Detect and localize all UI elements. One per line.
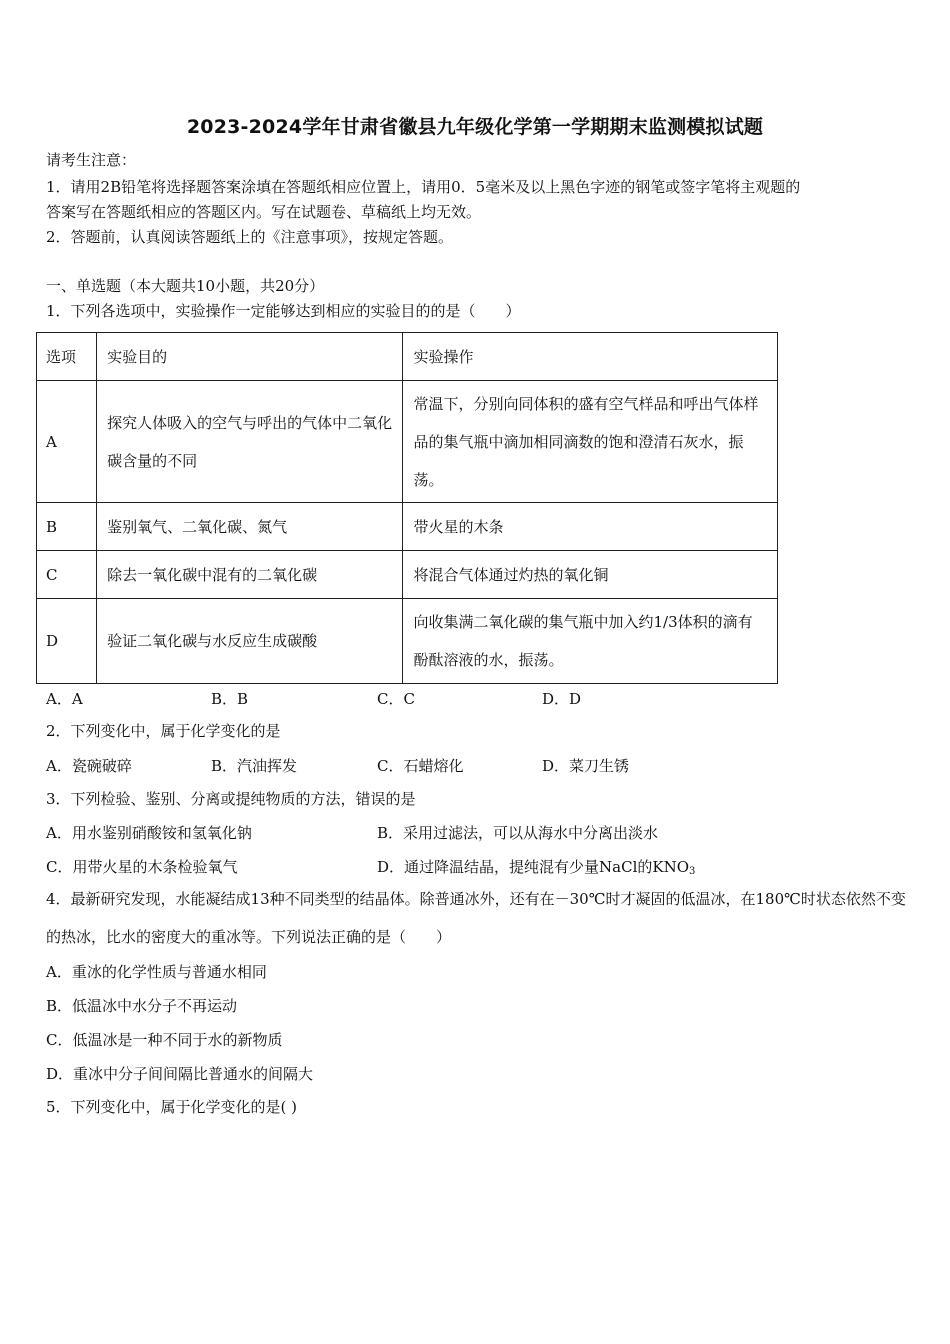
q3-choice-a: A．用水鉴别硝酸铵和氢氧化钠 [46, 824, 252, 842]
q1-stem: 1．下列各选项中，实验操作一定能够达到相应的实验目的的是（ ） [46, 302, 521, 320]
page-title: 2023-2024学年甘肃省徽县九年级化学第一学期期末监测模拟试题 [186, 116, 764, 138]
row-goal: 鉴别氧气、二氧化碳、氮气 [107, 517, 288, 536]
notice-line-2: 2．答题前，认真阅读答题纸上的《注意事项》，按规定答题。 [46, 228, 454, 246]
q3-choice-b: B．采用过滤法，可以从海水中分离出淡水 [377, 824, 659, 842]
row-option: D [37, 599, 97, 684]
q1-choice-a: A．A [46, 690, 83, 708]
row-option: A [37, 381, 97, 503]
row-goal: 除去一氧化碳中混有的二氧化碳 [107, 565, 318, 584]
q4-choice-c: C．低温冰是一种不同于水的新物质 [46, 1031, 283, 1049]
q3-choice-d-subscript: 3 [689, 866, 696, 877]
table-header-row [37, 333, 778, 381]
q1-choice-b: B．B [211, 690, 249, 708]
q4-choice-b: B．低温冰中水分子不再运动 [46, 997, 238, 1015]
q4-stem: 4．最新研究发现，水能凝结成13种不同类型的结晶体。除普通冰外，还有在－30℃时才凝固的低温冰，在180℃时状态依然不变的热冰，比水的密度大的重冰等。下列说法正确的是（ ） [46, 890, 906, 946]
header-operation: 实验操作 [403, 333, 778, 381]
row-option: B [37, 503, 97, 551]
row-operation: 将混合气体通过灼热的氧化铜 [413, 565, 609, 584]
q5-stem: 5．下列变化中，属于化学变化的是( ) [46, 1098, 298, 1116]
section-heading: 一、单选题（本大题共10小题，共20分） [46, 277, 325, 295]
row-goal: 探究人体吸入的空气与呼出的气体中二氧化碳含量的不同 [107, 413, 393, 470]
table-row [37, 551, 778, 599]
row-operation: 带火星的木条 [413, 517, 504, 536]
q3-stem: 3．下列检验、鉴别、分离或提纯物质的方法，错误的是 [46, 790, 416, 808]
q2-choice-b: B．汽油挥发 [211, 757, 298, 775]
row-option: C [37, 551, 97, 599]
q3-choice-c: C．用带火星的木条检验氧气 [46, 858, 238, 876]
notice-heading: 请考生注意： [46, 151, 137, 169]
notice-line-1b: 答案写在答题纸相应的答题区内。写在试题卷、草稿纸上均无效。 [46, 203, 482, 221]
row-operation: 向收集满二氧化碳的集气瓶中加入约1/3体积的滴有酚酞溶液的水，振荡。 [413, 613, 753, 669]
header-option: 选项 [37, 333, 97, 381]
q2-choice-a: A．瓷碗破碎 [46, 757, 132, 775]
q2-choice-c: C．石蜡熔化 [377, 757, 464, 775]
notice-line-1a: 1．请用2B铅笔将选择题答案涂填在答题纸相应位置上，请用0．5毫米及以上黑色字迹的钢笔或签字笔将主观题的 [46, 178, 801, 196]
experiment-table [36, 332, 778, 684]
q4-choice-a: A．重冰的化学性质与普通水相同 [46, 963, 267, 981]
q2-choice-d: D．菜刀生锈 [542, 757, 630, 775]
q3-choice-d-text: D．通过降温结晶，提纯混有少量NaCl的KNO [377, 858, 689, 876]
q2-stem: 2．下列变化中，属于化学变化的是 [46, 722, 281, 740]
table-row [37, 381, 778, 503]
q1-choice-d: D．D [542, 690, 582, 708]
header-goal: 实验目的 [97, 333, 403, 381]
row-operation: 常温下，分别向同体积的盛有空气样品和呼出气体样品的集气瓶中滴加相同滴数的饱和澄清石灰水，振荡。 [413, 394, 759, 489]
row-goal: 验证二氧化碳与水反应生成碳酸 [107, 632, 318, 650]
q3-choice-d [377, 856, 695, 877]
table-row [37, 503, 778, 551]
q1-choice-c: C．C [377, 690, 415, 708]
q4-choice-d: D．重冰中分子间间隔比普通水的间隔大 [46, 1065, 314, 1083]
table-row [37, 599, 778, 684]
